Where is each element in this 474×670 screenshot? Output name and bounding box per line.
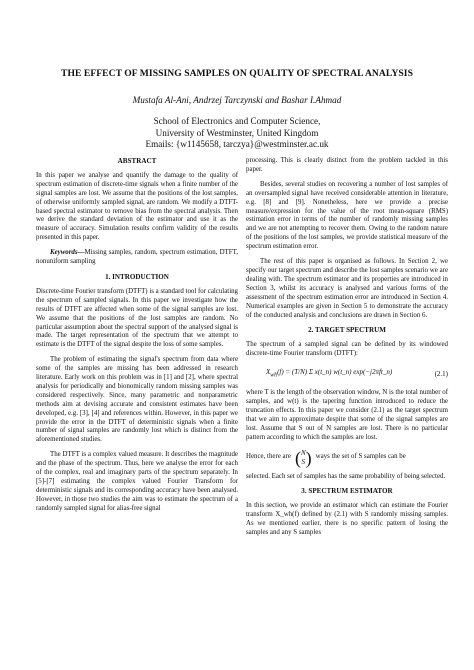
equation-2-1 (246, 365, 448, 383)
keywords-text: Missing samples, random, spectrum estimation, DTFT, nonuniform sampling (36, 249, 238, 266)
binomial-bottom: S (301, 457, 306, 466)
target-spectrum-paragraph-3: selected. Each set of samples has the same probability of being selected. (246, 472, 446, 480)
affiliation-emails: Emails: {w1145658, tarczya}@westminster.ac.uk (145, 139, 329, 149)
introduction-paragraph-3: The DTFT is a complex valued measure. It describes the magnitude and the phase of the spectrum. Thus, here we analyse the error for each of the complex, real and imaginary parts of the spectrum separately. In [5]-[7] estimating the complex valued Fourier Transform for deterministic signals and its corresponding accuracy have been analysed. However, in those two studies the aim was to estimate the spectrum of a randomly sampled signal for alias-free signal (36, 451, 238, 512)
abstract-text: In this paper we analyse and quantify the damage to the quality of spectrum estimation of discrete-time signals when a finite number of the signal samples are lost. We assume that the positions of the lost samples, of otherwise uniformly sampled signal, are random. We modify a DTFT-based spectral estimator to remove bias from the spectral analysis. Then we derive the standard deviation of the estimator and use it as the measure of accuracy. Simulation results confirm validity of the results presented in this paper. (36, 171, 238, 242)
abstract-heading: ABSTRACT (117, 157, 157, 165)
equation-number: (2.1) (434, 369, 448, 378)
target-spectrum-paragraph-1: The spectrum of a sampled signal can be defined by its windowed discrete-time Fourier transform (DTFT): (246, 341, 448, 358)
introduction-paragraph-2: The problem of estimating the signal's spectrum from data where some of the samples are missing has been addressed in research literature. Early work on this problem was in [1] and [2], where spectral analysis for periodically and bionomically random missing samples was considered respectively. Since, many parametric and nonparametric methods aim at devising accurate and consistent estimates have been developed, e.g. [3], [4] and references within. However, in this paper we provide the error in the DTFT of deterministic signals when a finite number of signal samples are randomly lost which is distinct from the aforementioned studies. (36, 356, 238, 444)
affiliation-line-2: University of Westminster, United Kingdom (155, 127, 319, 138)
keywords-label: Keywords— (50, 249, 85, 257)
affiliation-line-1: School of Electronics and Computer Science, (153, 116, 321, 126)
target-spectrum-heading: 2. TARGET SPECTRUM (308, 326, 386, 335)
right-paragraph-1: processing. This is clearly distinct from the problem tackled in this paper. (246, 157, 448, 173)
introduction-heading: 1. INTRODUCTION (105, 272, 169, 281)
spectrum-estimator-heading: 3. SPECTRUM ESTIMATOR (301, 487, 393, 496)
binomial-top: N (300, 448, 306, 457)
right-paragraph-3: The rest of this paper is organised as follows. In Section 2, we specify our target spectrum and describe the lost samples scenario we are dealing with. The spectrum estimator and its properties are introduced in Section 3, whilst its accuracy is analysed and various forms of the assessment of the spectrum estimation error are introduced in Section 4. Numerical examples are given in Section 5 to demonstrate the accuracy of the conducted analysis and conclusions are drawn in Section 6. (246, 258, 448, 319)
equation-body (246, 368, 392, 380)
paper-title: THE EFFECT OF MISSING SAMPLES ON QUALITY OF SPECTRAL ANALYSIS (61, 68, 413, 79)
binomial-after-text: ways the set of S samples can be (315, 453, 406, 461)
binomial-coefficient: ( N S ) (294, 447, 312, 468)
left-column (36, 157, 238, 520)
affiliation (20, 116, 454, 151)
introduction-paragraph-1: Discrete-time Fourier transform (DTFT) is a standard tool for calculating the spectrum of sampled signals. In this paper we investigate how the results of DTFT are affected when some of the signal samples are lost. We assume that the positions of the lost samples are random. No particular assumption about the spectral support of the analysed signal is made. The target representation of the spectrum that we attempt to estimate is the DTFT of the signal despite the loss of some samples. (36, 287, 238, 349)
spectrum-estimator-paragraph-1: In this section, we provide an estimator which can estimate the Fourier transform X_wh(f) defined by (2.1) with S randomly missing samples. As we mentioned earlier, there is no specific pattern of losing the samples and any S samples (246, 502, 448, 537)
equation-lhs-subscript: wh (270, 372, 278, 379)
binomial-sentence (246, 449, 448, 467)
equation-lhs: X (266, 367, 271, 376)
right-paragraph-2: Besides, several studies on recovering a number of lost samples of an oversampled signal have received considerable attention in literature, e.g. [8] and [9]. Nonetheless, here we provide a precise measure/expression for the value of the root mean-square (RMS) estimation error in terms of the number of randomly missing samples and we are not attempting to recover them. Owing to the random nature of the positions of the lost samples, we provide statistical measure of the spectrum estimation error. (246, 180, 448, 251)
equation-rhs: (f) = (T/N) Σ x(t_n) w(t_n) exp(−j2πft_n) (277, 367, 393, 376)
right-column (246, 157, 448, 544)
binomial-before-text: Hence, there are (246, 453, 291, 461)
paper-authors: Mustafa Al-Ani, Andrzej Tarczynski and Bashar I.Ahmad (132, 95, 342, 105)
keywords (36, 249, 238, 267)
target-spectrum-paragraph-2: where T is the length of the observation window, N is the total number of samples, and w(t) is the tapering function introduced to reduce the truncation effects. In this paper we consider (2.1) as the target spectrum that we aim to approximate despite that some of the signal samples are lost. Assume that S out of N samples are lost. There is no particular pattern according to which the samples are lost. (246, 389, 448, 441)
